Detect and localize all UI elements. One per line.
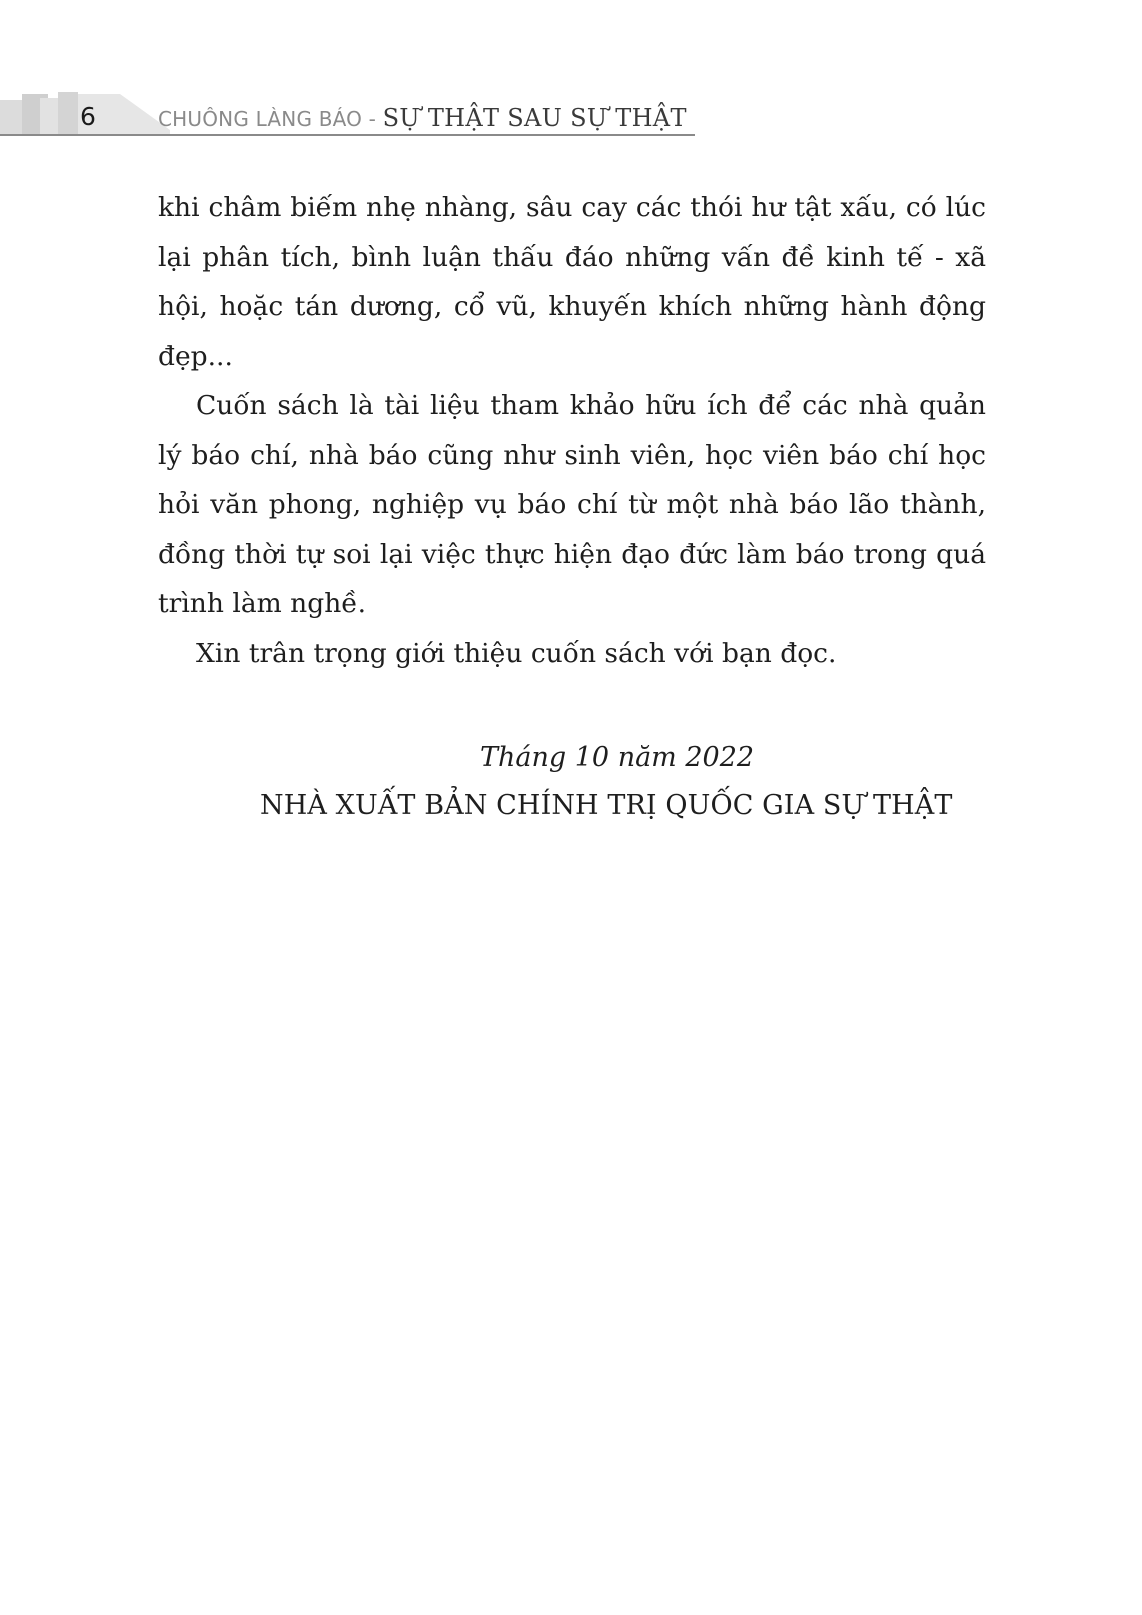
book-title: SỰ THẬT SAU SỰ THẬT — [382, 104, 687, 132]
series-title: CHUÔNG LÀNG BÁO - — [158, 107, 383, 131]
signature-publisher: NHÀ XUẤT BẢN CHÍNH TRỊ QUỐC GIA SỰ THẬT — [260, 790, 953, 821]
header-divider — [0, 134, 695, 136]
paragraph: Cuốn sách là tài liệu tham khảo hữu ích để các nhà quản lý báo chí, nhà báo cũng như sinh viên, học viên báo chí học hỏi văn phong, nghiệp vụ báo chí từ một nhà báo lão thành, đồng thời tự soi lại việc thực hiện đạo đức làm báo trong quá trình làm nghề. — [158, 390, 986, 619]
running-header — [0, 90, 700, 138]
paragraph: Xin trân trọng giới thiệu cuốn sách với bạn đọc. — [196, 637, 837, 669]
body-text — [158, 183, 986, 678]
running-title — [158, 106, 687, 130]
page-number: 6 — [80, 102, 96, 131]
signature-date: Tháng 10 năm 2022 — [480, 742, 755, 773]
paragraph: khi châm biếm nhẹ nhàng, sâu cay các thói hư tật xấu, có lúc lại phân tích, bình luận thấu đáo những vấn đề kinh tế - xã hội, hoặc tán dương, cổ vũ, khuyến khích những hành động đẹp... — [158, 192, 986, 372]
